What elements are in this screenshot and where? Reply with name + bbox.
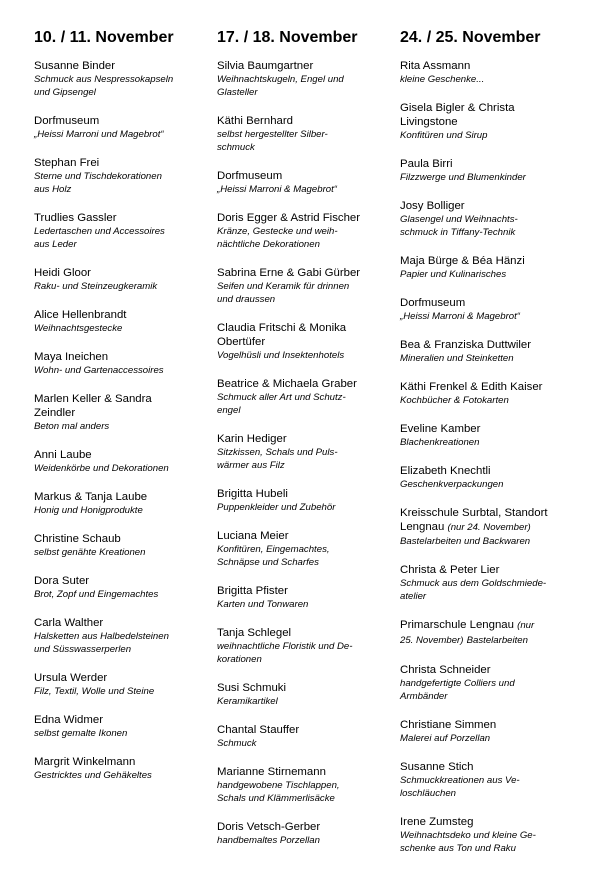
vendor-description: Blachenkreationen — [400, 437, 480, 448]
vendor-name — [217, 114, 397, 128]
vendor-description: „Heissi Marroni & Magebrot“ — [400, 311, 520, 322]
vendor-name — [217, 432, 397, 446]
vendor-name — [400, 815, 580, 829]
vendor-description: Sitzkissen, Schals und Puls- wärmer aus Filz — [217, 447, 338, 471]
vendor-name-text: Silvia Baumgartner — [217, 60, 314, 72]
vendor-name-text: Kreisschule Surbtal, Standort Lengnau — [400, 507, 548, 533]
column-weekend-2 — [217, 28, 397, 862]
vendor-description: Schmuck — [217, 738, 257, 749]
vendor-name — [217, 765, 397, 779]
vendor-entry — [217, 59, 397, 99]
vendor-entry — [400, 506, 580, 548]
vendor-name-text: Käthi Frenkel & Edith Kaiser — [400, 381, 543, 393]
vendor-entry — [217, 266, 397, 306]
vendor-name — [34, 671, 214, 685]
vendor-description: Malerei auf Porzellan — [400, 733, 491, 744]
vendor-entry — [217, 377, 397, 417]
vendor-description: Bastelarbeiten und Backwaren — [400, 536, 531, 547]
vendor-entry — [34, 392, 214, 433]
vendor-name — [400, 563, 580, 577]
vendor-name — [34, 490, 214, 504]
vendor-entry — [400, 422, 580, 449]
vendor-description: Filz, Textil, Wolle und Steine — [34, 686, 155, 697]
vendor-name — [34, 350, 214, 364]
vendor-name-text: Christa Schneider — [400, 664, 491, 676]
vendor-entry — [34, 350, 214, 377]
vendor-description: Bastelarbeiten — [466, 635, 528, 646]
vendor-name — [217, 377, 397, 391]
vendor-entry — [400, 380, 580, 407]
vendor-entry — [400, 157, 580, 184]
vendor-name — [400, 157, 580, 171]
vendor-entry — [400, 618, 580, 648]
vendor-name-text: Trudlies Gassler — [34, 212, 117, 224]
vendor-description: handbemaltes Porzellan — [217, 835, 320, 846]
vendor-entry — [217, 820, 397, 847]
vendor-description: Glasengel und Weihnachts- schmuck in Tiffany-Technik — [400, 214, 518, 238]
vendor-name-text: Susanne Binder — [34, 60, 116, 72]
vendor-name-text: Eveline Kamber — [400, 423, 481, 435]
vendor-name — [400, 296, 580, 310]
vendor-entry — [400, 338, 580, 365]
vendor-name-text: Josy Bolliger — [400, 200, 465, 212]
vendor-name-text: Alice Hellenbrandt — [34, 309, 127, 321]
vendor-name-text: Rita Assmann — [400, 60, 471, 72]
vendor-name-text: Markus & Tanja Laube — [34, 491, 148, 503]
vendor-entry — [400, 563, 580, 603]
vendor-name — [400, 59, 580, 73]
vendor-entry — [34, 211, 214, 251]
vendor-date-note: (nur 25. November) — [400, 620, 535, 646]
vendor-name — [217, 59, 397, 73]
vendor-description: Seifen und Keramik für drinnen und draussen — [217, 281, 350, 305]
vendor-entry — [34, 755, 214, 782]
vendor-entry — [34, 671, 214, 698]
vendor-description: weihnachtliche Floristik und De- korationen — [217, 641, 353, 665]
vendor-entry — [34, 266, 214, 293]
vendor-description: Geschenkverpackungen — [400, 479, 504, 490]
vendor-entry — [400, 464, 580, 491]
vendor-name-text: Chantal Stauffer — [217, 724, 300, 736]
vendor-name — [400, 718, 580, 732]
vendor-name-text: Dorfmuseum — [400, 297, 466, 309]
vendor-entry — [217, 765, 397, 805]
vendor-name-text: Margrit Winkelmann — [34, 756, 136, 768]
vendor-name — [217, 266, 397, 280]
vendor-name — [400, 199, 580, 213]
vendor-entry — [400, 199, 580, 239]
vendor-name-text: Christiane Simmen — [400, 719, 497, 731]
vendor-name — [217, 723, 397, 737]
vendor-entry — [217, 432, 397, 472]
vendor-name — [34, 532, 214, 546]
vendor-entry — [34, 448, 214, 475]
vendor-name — [34, 308, 214, 322]
vendor-description: handgefertigte Colliers und Armbänder — [400, 678, 515, 702]
vendor-description: Mineralien und Steinketten — [400, 353, 514, 364]
vendor-entry — [217, 584, 397, 611]
vendor-entry — [34, 156, 214, 196]
vendor-name — [400, 101, 580, 129]
column-title: 17. / 18. November — [217, 29, 358, 46]
vendor-name — [34, 713, 214, 727]
vendor-name-text: Maya Ineichen — [34, 351, 109, 363]
vendor-entry — [400, 59, 580, 86]
vendor-entry — [34, 616, 214, 656]
vendor-name — [400, 338, 580, 352]
vendor-name-text: Irene Zumsteg — [400, 816, 474, 828]
vendor-name — [400, 760, 580, 774]
vendor-description: Weihnachtskugeln, Engel und Glasteller — [217, 74, 344, 98]
vendor-description: „Heissi Marroni und Magebrot“ — [34, 129, 164, 140]
vendor-description: Halsketten aus Halbedelsteinen und Süsswasserperlen — [34, 631, 169, 655]
vendor-description: Weihnachtsdeko und kleine Ge- schenke aus Ton und Raku — [400, 830, 536, 854]
vendor-name — [217, 211, 397, 225]
vendor-description: Papier und Kulinarisches — [400, 269, 507, 280]
vendor-name — [217, 820, 397, 834]
vendor-name-text: Brigitta Pfister — [217, 585, 288, 597]
vendor-description: Schmuckkreationen aus Ve- loschläuchen — [400, 775, 520, 799]
vendor-name — [400, 254, 580, 268]
vendor-name-text: Stephan Frei — [34, 157, 100, 169]
vendor-date-note: (nur 24. November) — [447, 522, 531, 533]
vendor-entry — [34, 490, 214, 517]
vendor-description: Weidenkörbe und Dekorationen — [34, 463, 169, 474]
vendor-name-text: Marlen Keller & Sandra Zeindler — [34, 393, 152, 419]
vendor-name-text: Christa & Peter Lier — [400, 564, 500, 576]
vendor-description: Raku- und Steinzeugkeramik — [34, 281, 158, 292]
vendor-entry — [400, 760, 580, 800]
vendor-name-text: Anni Laube — [34, 449, 92, 461]
vendor-name-text: Dorfmuseum — [217, 170, 283, 182]
vendor-description: Ledertaschen und Accessoires aus Leder — [34, 226, 165, 250]
column-title: 24. / 25. November — [400, 29, 541, 46]
vendor-description: „Heissi Marroni & Magebrot“ — [217, 184, 337, 195]
vendor-name-text: Dora Suter — [34, 575, 90, 587]
vendor-name-text: Marianne Stirnemann — [217, 766, 326, 778]
vendor-name — [34, 211, 214, 225]
vendor-name — [217, 169, 397, 183]
vendor-name — [217, 321, 397, 349]
vendor-entry — [34, 59, 214, 99]
vendor-name — [217, 681, 397, 695]
vendor-description: Schmuck aus Nespressokapseln und Gipsengel — [34, 74, 174, 98]
vendor-name — [217, 529, 397, 543]
vendor-entry — [34, 532, 214, 559]
vendor-name-text: Tanja Schlegel — [217, 627, 292, 639]
vendor-list — [217, 59, 397, 847]
vendor-name-text: Bea & Franziska Duttwiler — [400, 339, 532, 351]
vendor-name — [34, 266, 214, 280]
vendor-name-text: Beatrice & Michaela Graber — [217, 378, 357, 390]
column-weekend-1 — [34, 28, 214, 797]
vendor-name — [34, 156, 214, 170]
vendor-entry — [400, 718, 580, 745]
vendor-name — [217, 584, 397, 598]
vendor-name-text: Luciana Meier — [217, 530, 289, 542]
vendor-description: selbst gemalte Ikonen — [34, 728, 128, 739]
vendor-description: Kränze, Gestecke und weih- nächtliche Dekorationen — [217, 226, 338, 250]
vendor-entry — [217, 681, 397, 708]
vendor-entry — [217, 321, 397, 362]
vendor-description: selbst genähte Kreationen — [34, 547, 146, 558]
vendor-description: Wohn- und Gartenaccessoires — [34, 365, 164, 376]
vendor-name-text: Doris Vetsch-Gerber — [217, 821, 321, 833]
vendor-entry — [34, 308, 214, 335]
vendor-description: Brot, Zopf und Eingemachtes — [34, 589, 159, 600]
vendor-description: Keramikartikel — [217, 696, 278, 707]
vendor-name — [34, 114, 214, 128]
vendor-description: Weihnachtsgestecke — [34, 323, 123, 334]
vendor-name — [34, 392, 214, 420]
vendor-description: Karten und Tonwaren — [217, 599, 309, 610]
vendor-name — [34, 574, 214, 588]
vendor-name — [34, 59, 214, 73]
vendor-entry — [34, 574, 214, 601]
vendor-description: Gestricktes und Gehäkeltes — [34, 770, 152, 781]
vendor-description: Vogelhüsli und Insektenhotels — [217, 350, 345, 361]
vendor-name-text: Maja Bürge & Béa Hänzi — [400, 255, 525, 267]
vendor-name-text: Doris Egger & Astrid Fischer — [217, 212, 361, 224]
vendor-name-text: Edna Widmer — [34, 714, 104, 726]
vendor-description: Konfitüren und Sirup — [400, 130, 488, 141]
vendor-description: Honig und Honigprodukte — [34, 505, 143, 516]
vendor-entry — [400, 254, 580, 281]
vendor-name-text: Claudia Fritschi & Monika Obertüfer — [217, 322, 347, 348]
vendor-description: kleine Geschenke... — [400, 74, 485, 85]
column-weekend-3 — [400, 28, 580, 870]
vendor-name-text: Gisela Bigler & Christa Livingstone — [400, 102, 515, 128]
vendor-entry — [400, 101, 580, 142]
vendor-description: Schmuck aller Art und Schutz- engel — [217, 392, 346, 416]
vendor-description: selbst hergestellter Silber- schmuck — [217, 129, 328, 153]
vendor-description: Sterne und Tischdekorationen aus Holz — [34, 171, 162, 195]
vendor-list — [34, 59, 214, 782]
vendor-entry — [400, 815, 580, 855]
vendor-name — [400, 380, 580, 394]
vendor-entry — [34, 114, 214, 141]
vendor-entry — [217, 211, 397, 251]
vendor-description: Kochbücher & Fotokarten — [400, 395, 509, 406]
vendor-name-text: Dorfmuseum — [34, 115, 100, 127]
vendor-name-text: Elizabeth Knechtli — [400, 465, 491, 477]
vendor-name-text: Christine Schaub — [34, 533, 121, 545]
vendor-entry — [217, 723, 397, 750]
vendor-name — [400, 422, 580, 436]
vendor-description: Konfitüren, Eingemachtes, Schnäpse und Scharfes — [217, 544, 330, 568]
vendor-name-text: Heidi Gloor — [34, 267, 91, 279]
vendor-description: Puppenkleider und Zubehör — [217, 502, 336, 513]
vendor-list — [400, 59, 580, 855]
vendor-name-text: Brigitta Hubeli — [217, 488, 288, 500]
vendor-entry — [400, 663, 580, 703]
vendor-name — [34, 616, 214, 630]
vendor-name-text: Susanne Stich — [400, 761, 474, 773]
vendor-name-text: Karin Hediger — [217, 433, 287, 445]
vendor-name — [34, 448, 214, 462]
vendor-name — [400, 618, 580, 648]
vendor-name — [400, 464, 580, 478]
vendor-entry — [217, 114, 397, 154]
vendor-description: Beton mal anders — [34, 421, 110, 432]
vendor-name-text: Carla Walther — [34, 617, 104, 629]
vendor-name-text: Sabrina Erne & Gabi Gürber — [217, 267, 361, 279]
vendor-entry — [217, 626, 397, 666]
vendor-name — [400, 663, 580, 677]
vendor-description: Schmuck aus dem Goldschmiede- atelier — [400, 578, 547, 602]
vendor-entry — [400, 296, 580, 323]
vendor-name-text: Käthi Bernhard — [217, 115, 293, 127]
vendor-name — [217, 487, 397, 501]
vendor-entry — [217, 529, 397, 569]
vendor-name-text: Primarschule Lengnau — [400, 619, 514, 631]
column-title: 10. / 11. November — [34, 29, 174, 46]
vendor-entry — [217, 169, 397, 196]
vendor-name-text: Susi Schmuki — [217, 682, 287, 694]
vendor-name-text: Paula Birri — [400, 158, 453, 170]
vendor-description: handgewobene Tischlappen, Schals und Klämmerlisäcke — [217, 780, 340, 804]
vendor-name — [400, 506, 580, 535]
vendor-name-text: Ursula Werder — [34, 672, 108, 684]
vendor-name — [34, 755, 214, 769]
vendor-name — [217, 626, 397, 640]
vendor-description: Filzzwerge und Blumenkinder — [400, 172, 526, 183]
vendor-entry — [217, 487, 397, 514]
vendor-entry — [34, 713, 214, 740]
